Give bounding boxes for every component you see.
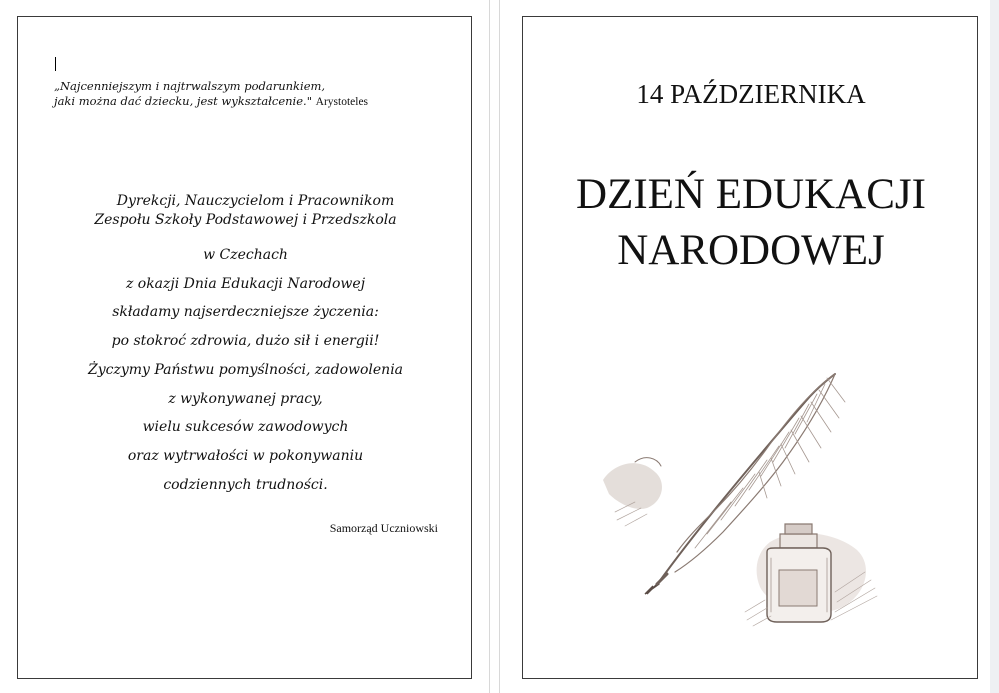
scrollbar-track[interactable] (990, 0, 999, 693)
wishes-line: po stokroć zdrowia, dużo sił i energii! (111, 333, 380, 350)
title-line: NARODOWEJ (617, 227, 885, 274)
quill-and-inkwell-illustration (595, 362, 895, 642)
quote-block (54, 79, 454, 110)
wishes-line: Zespołu Szkoły Podstawowej i Przedszkola (94, 212, 397, 228)
quote-line (54, 94, 454, 110)
wishes-line: z okazji Dnia Edukacji Narodowej (125, 275, 366, 292)
wishes-line: z wykonywanej pracy, (168, 390, 323, 407)
quote-author: Arystoteles (315, 96, 369, 108)
document-page-right[interactable] (522, 16, 978, 679)
wishes-line: Życzymy Państwu pomyślności, zadowolenia (87, 361, 404, 378)
wishes-line: oraz wytrwałości w pokonywaniu (127, 447, 364, 464)
quote-line: „Najcenniejszym i najtrwalszym podarunkiem, (54, 79, 326, 93)
signature: Samorząd Uczniowski (329, 521, 438, 535)
wishes-line: w Czechach (203, 247, 288, 263)
wishes-line: Dyrekcji, Nauczycielom i Pracownikom (116, 193, 395, 209)
wishes-line: wielu sukcesów zawodowych (142, 419, 349, 436)
wishes-line: składamy najserdeczniejsze życzenia: (112, 304, 379, 321)
title-line: DZIEŃ EDUKACJI (576, 171, 926, 218)
text-cursor (55, 57, 56, 71)
wishes-line: codziennych trudności. (163, 476, 328, 493)
quote-text: jaki można dać dziecku, jest wykształcenie." (54, 94, 312, 108)
date-heading: 14 PAŹDZIERNIKA (636, 79, 866, 109)
page-gap-divider (489, 0, 490, 693)
wishes-text (48, 192, 443, 499)
page-gap-divider (499, 0, 500, 693)
document-page-left[interactable] (17, 16, 472, 679)
page-title (523, 167, 979, 279)
